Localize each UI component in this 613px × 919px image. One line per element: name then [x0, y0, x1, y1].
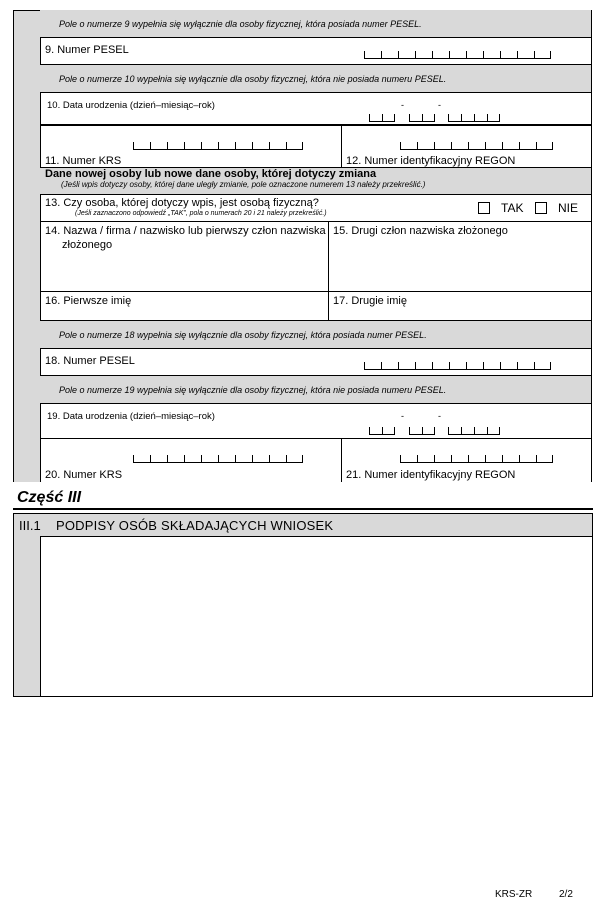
- second-name-label-17: 17. Drugie imię: [333, 295, 407, 307]
- question-hint-13: (Jeśli zaznaczono odpowiedź „TAK”, pola o numerach 20 i 21 należy przekreślić.): [75, 210, 327, 217]
- first-name-label-16: 16. Pierwsze imię: [45, 295, 132, 307]
- birthdate-month-19[interactable]: [409, 427, 435, 435]
- birthdate-day-19[interactable]: [369, 427, 395, 435]
- regon-label-21: 21. Numer identyfikacyjny REGON: [346, 469, 516, 481]
- pesel-comb-18[interactable]: [364, 362, 551, 370]
- signatures-area[interactable]: [40, 536, 592, 696]
- birthdate-label-10: 10. Data urodzenia (dzień–miesiąc–rok): [47, 100, 215, 111]
- surname-second-field-15[interactable]: [328, 221, 592, 292]
- regon-comb-21[interactable]: [400, 455, 553, 463]
- checkbox-yes-label: TAK: [501, 201, 524, 215]
- part-3-rule-thick: [13, 508, 593, 510]
- pesel-field-18[interactable]: [40, 348, 592, 376]
- birthdate-day-10[interactable]: [369, 114, 395, 122]
- birthdate-field-10[interactable]: [40, 92, 592, 125]
- checkbox-yes[interactable]: [478, 202, 490, 214]
- krs-label-20: 20. Numer KRS: [45, 469, 123, 481]
- form-code: KRS-ZR: [495, 889, 533, 900]
- birthdate-month-10[interactable]: [409, 114, 435, 122]
- second-name-field-17[interactable]: [328, 291, 592, 321]
- krs-field-20[interactable]: [40, 438, 342, 482]
- part-3-title: Część III: [17, 489, 82, 506]
- regon-field-21[interactable]: [341, 438, 592, 482]
- date-separator: -: [438, 100, 441, 110]
- top-rule: [14, 10, 40, 11]
- first-name-field-16[interactable]: [40, 291, 329, 321]
- section-number: III.1: [19, 518, 41, 533]
- note-18-text: Pole o numerze 18 wypełnia się wyłącznie dla osoby fizycznej, która posiada numer PESEL.: [59, 329, 427, 340]
- birthdate-year-10[interactable]: [448, 114, 500, 122]
- name-field-14[interactable]: [40, 221, 329, 292]
- surname-second-label-15: 15. Drugi człon nazwiska złożonego: [333, 225, 508, 237]
- krs-field-11[interactable]: [40, 125, 342, 168]
- question-label-13: 13. Czy osoba, której dotyczy wpis, jest osobą fizyczną?: [45, 197, 319, 209]
- regon-comb-12[interactable]: [400, 142, 553, 150]
- page-number: 2/2: [559, 889, 573, 900]
- checkbox-no-label: NIE: [558, 201, 579, 215]
- note-19-text: Pole o numerze 19 wypełnia się wyłącznie dla osoby fizycznej, która nie posiada numeru PESEL.: [59, 384, 447, 395]
- pesel-label-9: 9. Numer PESEL: [45, 44, 129, 56]
- signatures-heading: PODPISY OSÓB SKŁADAJĄCYCH WNIOSEK: [56, 518, 334, 533]
- note-field-18: [41, 321, 591, 348]
- is-natural-person-field-13[interactable]: [40, 194, 592, 222]
- note-10-text: Pole o numerze 10 wypełnia się wyłącznie dla osoby fizycznej, która nie posiada numeru PESEL.: [59, 73, 447, 84]
- section-subtitle: (Jeśli wpis dotyczy osoby, której dane uległy zmianie, pole oznaczone numerem 13 należy przekreślić.): [61, 180, 426, 189]
- note-field-19: [41, 376, 591, 403]
- date-separator: -: [438, 411, 441, 421]
- pesel-label-18: 18. Numer PESEL: [45, 355, 135, 367]
- birthdate-label-19: 19. Data urodzenia (dzień–miesiąc–rok): [47, 411, 215, 422]
- note-9-text: Pole o numerze 9 wypełnia się wyłącznie dla osoby fizycznej, która posiada numer PESEL.: [59, 18, 422, 29]
- checkbox-no[interactable]: [535, 202, 547, 214]
- section-title: Dane nowej osoby lub nowe dane osoby, której dotyczy zmiana: [45, 168, 377, 180]
- date-separator: -: [401, 100, 404, 110]
- name-label-14: 14. Nazwa / firma / nazwisko lub pierwszy człon nazwiska: [45, 225, 326, 237]
- krs-comb-11[interactable]: [133, 142, 303, 150]
- pesel-field-9[interactable]: [40, 37, 592, 65]
- regon-label-12: 12. Numer identyfikacyjny REGON: [346, 155, 516, 167]
- date-separator: -: [401, 411, 404, 421]
- new-person-section-header: [41, 168, 591, 194]
- krs-comb-20[interactable]: [133, 455, 303, 463]
- note-field-9: [41, 10, 591, 37]
- birthdate-field-19[interactable]: [40, 403, 592, 439]
- birthdate-year-19[interactable]: [448, 427, 500, 435]
- signatures-section: [13, 514, 593, 697]
- regon-field-12[interactable]: [341, 125, 592, 168]
- note-field-10: [41, 65, 591, 92]
- krs-label-11: 11. Numer KRS: [45, 155, 122, 167]
- form-section-person-data: [13, 10, 592, 482]
- pesel-comb-9[interactable]: [364, 51, 551, 59]
- name-label-14-cont: złożonego: [62, 239, 113, 251]
